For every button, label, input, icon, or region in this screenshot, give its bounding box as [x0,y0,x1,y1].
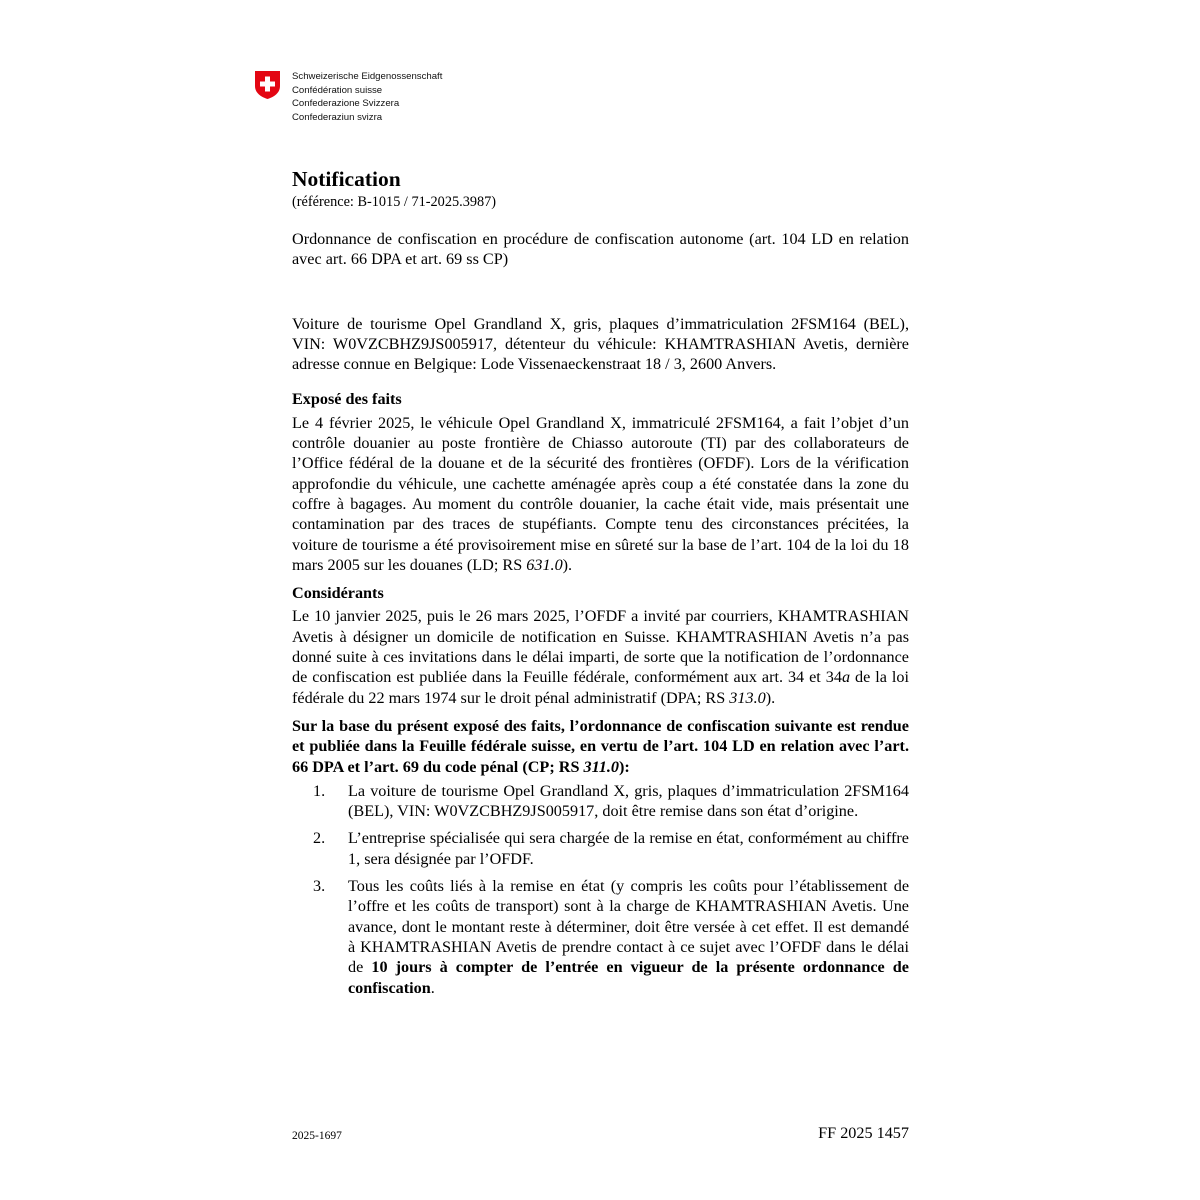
decision-text: Sur la base du présent exposé des faits, l’ordonnance de confiscation suivante est rendue et publiée dans la Feuille fédérale suisse, en vertu de l’art. 104 LD en relation avec l’art. 66 DPA et l’art. 69 du code pénal (CP; RS [292,716,909,776]
confederation-name-rm: Confederaziun svizra [292,111,383,123]
confederation-name-de: Schweizerische Eidgenossenschaft [292,71,443,82]
considerations-rs: 313.0 [729,688,766,707]
confederation-names [292,70,442,124]
decision-item-number: 1. [313,781,326,800]
considerations-italic-a: a [841,668,851,687]
decision-item-1 [292,781,909,822]
decision-intro [292,716,909,777]
decision-item-2 [292,828,909,869]
decision-item-text-wrapper [348,876,909,998]
document-body [292,165,909,1005]
decision-item-number: 3. [313,877,326,896]
swiss-crest-icon [254,70,281,100]
footer-ff-reference: FF 2025 1457 [818,1124,909,1142]
document-title: Notification [292,167,401,191]
facts-heading: Exposé des faits [292,390,402,409]
facts-end: ). [562,555,573,574]
decision-item-end: . [430,978,435,997]
document-header [254,70,442,124]
document-subject: Ordonnance de confiscation en procédure de confiscation autonome (art. 104 LD en relation avec art. 66 DPA et art. 69 ss CP) [292,230,909,269]
decision-rs: 311.0 [583,757,620,776]
decision-item-text: L’entreprise spécialisée qui sera chargée de la remise en état, conformément au chiffre 1, sera désignée par l’OFDF. [348,829,909,868]
decision-end: ): [619,757,630,776]
confederation-name-fr: Confédération suisse [292,84,383,96]
decision-item-text: La voiture de tourisme Opel Grandland X, gris, plaques d’immatriculation 2FSM164 (BEL), VIN: W0VZCBHZ9JS005917, doit être remise dans son état d’origine. [348,781,909,821]
considerations-end: ). [765,688,776,707]
facts-paragraph [292,413,909,575]
decision-item-number: 2. [313,829,326,848]
facts-rs: 631.0 [526,555,563,574]
confederation-name-it: Confederazione Svizzera [292,98,400,109]
considerations-text-a: Le 10 janvier 2025, puis le 26 mars 2025, l’OFDF a invité par courriers, KHAMTRASHIAN Avetis à désigner un domicile de notification en Suisse. KHAMTRASHIAN Avetis n’a pas donné suite à ces invitations dans le délai imparti, de sorte que la notification de l’ordonnance de confiscation est publiée dans la Feuille fédérale, conformément aux art. 34 et 34 [292,607,909,687]
document-reference: (référence: B-1015 / 71-2025.3987) [292,194,497,210]
decision-item-3 [292,876,909,998]
document-object: Voiture de tourisme Opel Grandland X, gris, plaques d’immatriculation 2FSM164 (BEL), VIN: W0VZCBHZ9JS005917, détenteur du véhicule: KHAMTRASHIAN Avetis, dernière adresse connue en Belgique: Lode Vissenaeckenstraat 18 / 3, 2600 Anvers. [292,314,909,374]
decision-list [292,781,909,998]
facts-text: Le 4 février 2025, le véhicule Opel Grandland X, immatriculé 2FSM164, a fait l’objet d’un contrôle douanier au poste frontière de Chiasso autoroute (TI) par des collaborateurs de l’Office fédéral de la douane et de la sécurité des frontières (OFDF). Lors de la vérification approfondie du véhicule, une cachette aménagée après coup a été constatée dans la zone du coffre à bagages. Au moment du contrôle douanier, la cache était vide, mais présentait une contamination par des traces de stupéfiants. Compte tenu des circonstances précitées, la voiture de tourisme a été provisoirement mise en sûreté sur la base de l’art. 104 de la loi du 18 mars 2005 sur les douanes (LD; RS [292,413,909,574]
considerations-paragraph [292,606,909,707]
decision-item-bold: 10 jours à compter de l’entrée en vigueur de la présente ordonnance de confiscation [348,958,909,997]
considerations-text-b: de la loi fédérale du 22 mars 1974 sur le droit pénal administratif (DPA; RS [292,668,909,707]
considerations-heading: Considérants [292,584,384,603]
footer-document-number: 2025-1697 [292,1130,342,1142]
decision-item-text: Tous les coûts liés à la remise en état (y compris les coûts pour l’établissement de l’offre et les coûts de transport) sont à la charge de KHAMTRASHIAN Avetis. Une avance, dont le montant reste à déterminer, doit être versée à cet effet. Il est demandé à KHAMTRASHIAN Avetis de prendre contact à ce sujet avec l’OFDF dans le délai de [348,877,909,977]
